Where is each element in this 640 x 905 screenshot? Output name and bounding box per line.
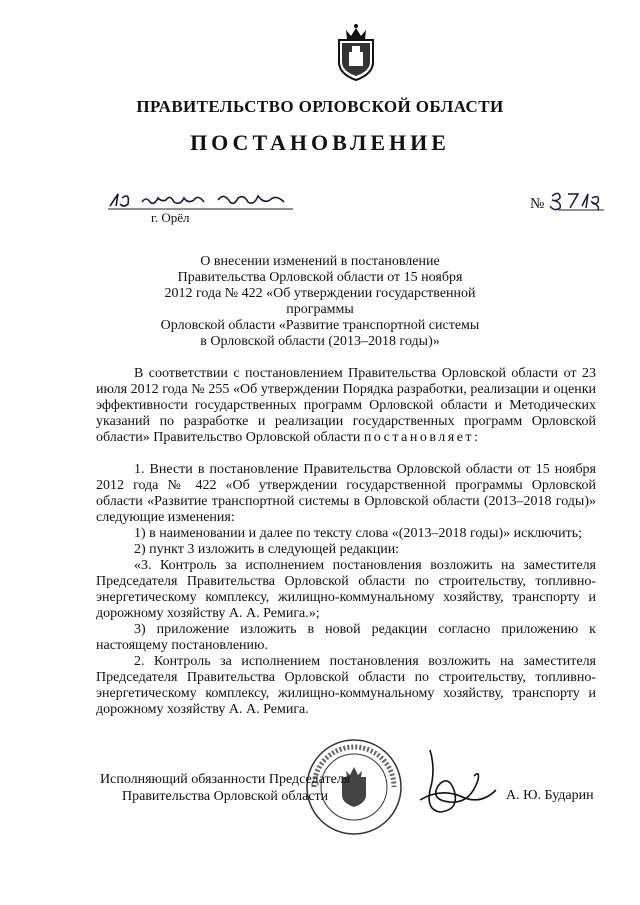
position-line-2: Правительства Орловской области — [122, 789, 329, 804]
document-type-title: ПОСТАНОВЛЕНИЕ — [190, 130, 450, 155]
city-label: г. Орёл — [151, 210, 190, 225]
decree-word: постановляет: — [363, 430, 481, 445]
handwritten-date-signature — [108, 188, 293, 212]
item-1: 1. Внести в постановление Правительства Орловской области от 15 ноября 2012 года № 422 «Об утверждении государственной программы Орловской области «Развитие транспортной системы в Орловской области (2013–2018 годы)» следующие изменения: — [96, 462, 596, 525]
preamble-paragraph — [96, 366, 596, 446]
document-number-prefix: № — [530, 196, 545, 212]
item-1-3: 3) приложение изложить в новой редакции согласно приложению к настоящему постановлению. — [96, 622, 596, 653]
item-1-2-text: «3. Контроль за исполнением постановления возложить на заместителя Председателя Правительства Орловской области по строительству, топливно-энергетическому комплексу, жилищно-коммунальному хозяйству, транспорту и дорожному хозяйству А. А. Ремига.»; — [96, 558, 596, 621]
government-title: ПРАВИТЕЛЬСТВО ОРЛОВСКОЙ ОБЛАСТИ — [136, 97, 504, 116]
item-2: 2. Контроль за исполнением постановления возложить на заместителя Председателя Правительства Орловской области по строительству, топливно-энергетическому комплексу, жилищно-коммунальному хозяйству, транспорту и дорожному хозяйству А. А. Ремига. — [96, 654, 596, 717]
date-field — [108, 188, 293, 212]
position-line-1: Исполняющий обязанности Председателя — [100, 772, 351, 787]
handwritten-number — [548, 190, 604, 212]
signatory-position — [100, 771, 350, 805]
item-1-2: 2) пункт 3 изложить в следующей редакции: — [134, 542, 400, 557]
subject-line: 2012 года № 422 «Об утверждении государственной программы — [164, 286, 476, 317]
signatory-name: А. Ю. Бударин — [506, 788, 594, 803]
handwritten-signature — [400, 740, 500, 830]
subject-line: в Орловской области (2013–2018 годы)» — [200, 334, 440, 349]
subject-line: Орловской области «Развитие транспортной системы — [160, 318, 480, 333]
coat-of-arms-emblem — [331, 22, 381, 82]
subject-line: Правительства Орловской области от 15 ноября — [177, 270, 463, 285]
subject-line: О внесении изменений в постановление — [200, 254, 440, 269]
document-body — [96, 366, 596, 718]
document-subject — [130, 254, 510, 350]
item-1-1: 1) в наименовании и далее по тексту слова «(2013–2018 годы)» исключить; — [134, 526, 582, 541]
preamble-text: В соответствии с постановлением Правительства Орловской области от 23 июля 2012 года № 255 «Об утверждении Порядка разработки, реализации и оценки эффективности государственных программ Орловской области и Методических указаний по разработке и реализации государственных программ Орловской области» Правительство Орловской области — [96, 366, 596, 445]
